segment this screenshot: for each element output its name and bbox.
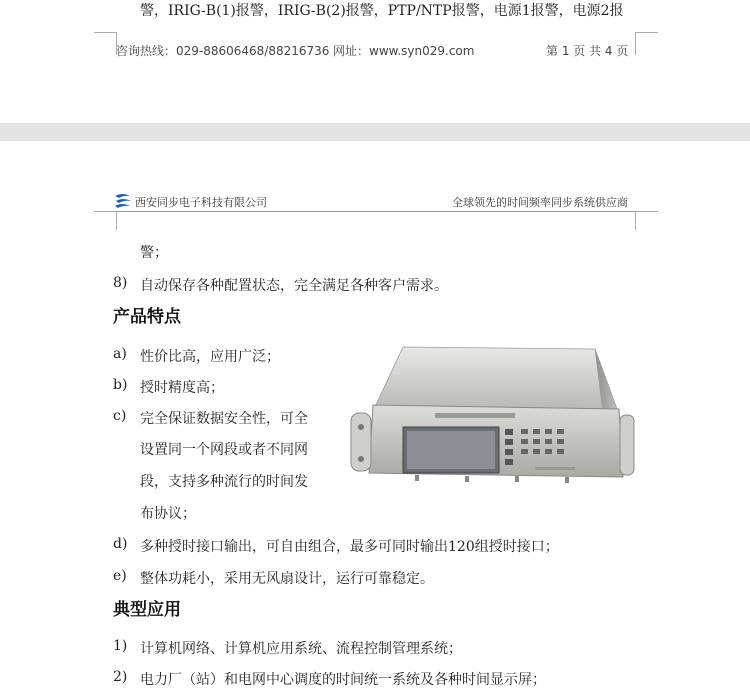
header-slogan: 全球领先的时间频率同步系统供应商 [452,196,628,209]
feature-b-text: 授时精度高； [140,380,224,396]
footer-corner-right [635,32,658,55]
company-logo-icon [113,193,133,209]
feature-c-line-2: 设置同一个网段或者不同网 [140,442,308,458]
feature-d-number: d) [113,536,128,552]
page-gap [0,123,750,141]
footer-corner-left [94,32,117,55]
applications-heading: 典型应用 [113,600,181,620]
app-1-number: 1) [113,638,128,654]
feature-c-line-1: 完全保证数据安全性，可全 [140,411,308,427]
feature-e-text: 整体功耗小，采用无风扇设计，运行可靠稳定。 [140,571,434,587]
item-8-number: 8) [113,275,128,291]
header-company-name: 西安同步电子科技有限公司 [135,196,267,209]
footer-website: 网址：www.syn029.com [333,44,475,58]
header-corner-right [635,211,658,230]
footer-hotline: 咨询热线：029-88606468/88216736 [116,44,330,58]
feature-b-number: b) [113,377,128,393]
item-8-text: 自动保存各种配置状态，完全满足各种客户需求。 [140,278,448,294]
header-rule [113,211,637,212]
app-2-number: 2) [113,669,128,685]
app-2-text: 电力厂（站）和电网中心调度的时间统一系统及各种时间显示屏； [140,672,546,688]
feature-a-text: 性价比高，应用广泛； [140,349,280,365]
features-heading: 产品特点 [113,307,181,327]
footer-page-number: 第 1 页 共 4 页 [546,44,629,58]
document-page-1 [0,0,750,123]
page1-top-text: 警，IRIG-B(1)报警，IRIG-B(2)报警，PTP/NTP报警，电源1报警，电源2报 [140,3,624,19]
feature-c-line-3: 段，支持多种流行的时间发 [140,474,308,490]
feature-d-text: 多种授时接口输出，可自由组合，最多可同时输出120组授时接口； [140,539,559,555]
feature-c-line-4: 布协议； [140,506,196,522]
feature-c-number: c) [113,408,127,424]
header-corner-left [94,211,117,230]
feature-e-number: e) [113,568,127,584]
document-page-2 [0,141,750,693]
feature-a-number: a) [113,346,127,362]
rack-device-photo [345,343,635,493]
app-1-text: 计算机网络、计算机应用系统、流程控制管理系统； [140,641,462,657]
continued-text: 警； [140,245,168,261]
